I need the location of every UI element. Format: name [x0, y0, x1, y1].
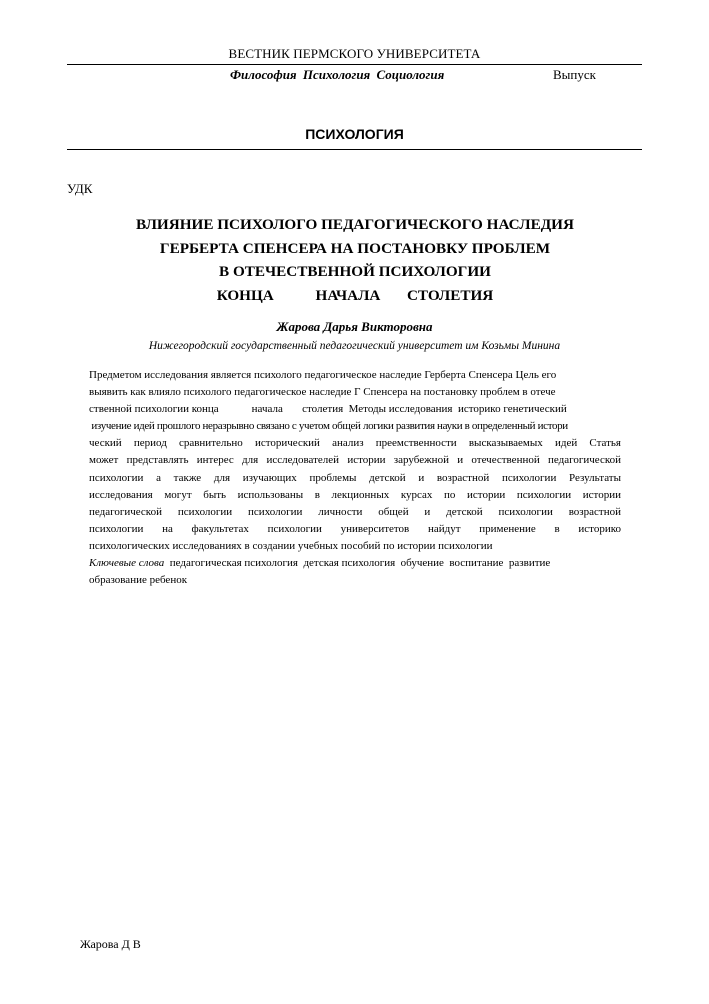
- keywords-line: образование ребенок: [89, 574, 188, 587]
- keywords-label: Ключевые слова: [89, 557, 165, 570]
- abstract-line: Предметом исследования является психолого педагогическое наследие Герберта Спенсера Цель его: [89, 369, 557, 381]
- header-rule: [67, 64, 642, 65]
- keywords-text: педагогическая психология детская психология обучение воспитание развитие: [164, 557, 551, 570]
- title-line: В ОТЕЧЕСТВЕННОЙ ПСИХОЛОГИИ: [219, 263, 491, 280]
- section-rule: [67, 149, 642, 150]
- abstract-line: психологических исследованиях в создании учебных пособий по истории психологии: [89, 539, 493, 552]
- journal-series: Философия Психология Социология: [230, 67, 445, 82]
- abstract-line: психологии на факультетах психологии университетов найдут применение в историко: [89, 522, 621, 535]
- abstract: [89, 367, 621, 589]
- udk-label: УДК: [67, 181, 93, 196]
- title-line: ГЕРБЕРТА СПЕНСЕРА НА ПОСТАНОВКУ ПРОБЛЕМ: [159, 239, 551, 257]
- abstract-line: изучение идей прошлого неразрывно связано с учетом общей логики развития науки в определенный истори: [89, 420, 568, 433]
- title-line: КОНЦА НАЧАЛА СТОЛЕТИЯ: [216, 286, 494, 304]
- abstract-line: педагогической психологии психологии личности общей и детской психологии возрастной: [89, 505, 621, 518]
- author-affiliation: Нижегородский государственный педагогический университет им Козьмы Минина: [148, 340, 561, 352]
- keywords-line: [89, 555, 621, 572]
- issue-label: Выпуск: [553, 67, 596, 82]
- section-heading: ПСИХОЛОГИЯ: [305, 126, 404, 142]
- abstract-line: исследования могут быть использованы в лекционных курсах по истории психологии истории: [89, 488, 621, 501]
- abstract-line: может представлять интерес для исследователей истории зарубежной и отечественной педагогической: [89, 454, 621, 467]
- author-name: Жарова Дарья Викторовна: [276, 319, 433, 334]
- abstract-line: психологии а также для изучающих проблемы детской и возрастной психологии Результаты: [89, 471, 621, 484]
- abstract-line: ственной психологии конца начала столетия Методы исследования историко генетический: [89, 403, 567, 416]
- article-title: [60, 213, 650, 307]
- journal-title: ВЕСТНИК ПЕРМСКОГО УНИВЕРСИТЕТА: [228, 46, 481, 61]
- page-footer-author: Жарова Д В: [80, 937, 141, 951]
- title-line: ВЛИЯНИЕ ПСИХОЛОГО ПЕДАГОГИЧЕСКОГО НАСЛЕДИЯ: [136, 216, 574, 233]
- abstract-line: выявить как влияло психолого педагогическое наследие Г Спенсера на постановку проблем в отече: [89, 386, 556, 399]
- abstract-line: ческий период сравнительно исторический анализ преемственности высказываемых идей Статья: [89, 437, 621, 450]
